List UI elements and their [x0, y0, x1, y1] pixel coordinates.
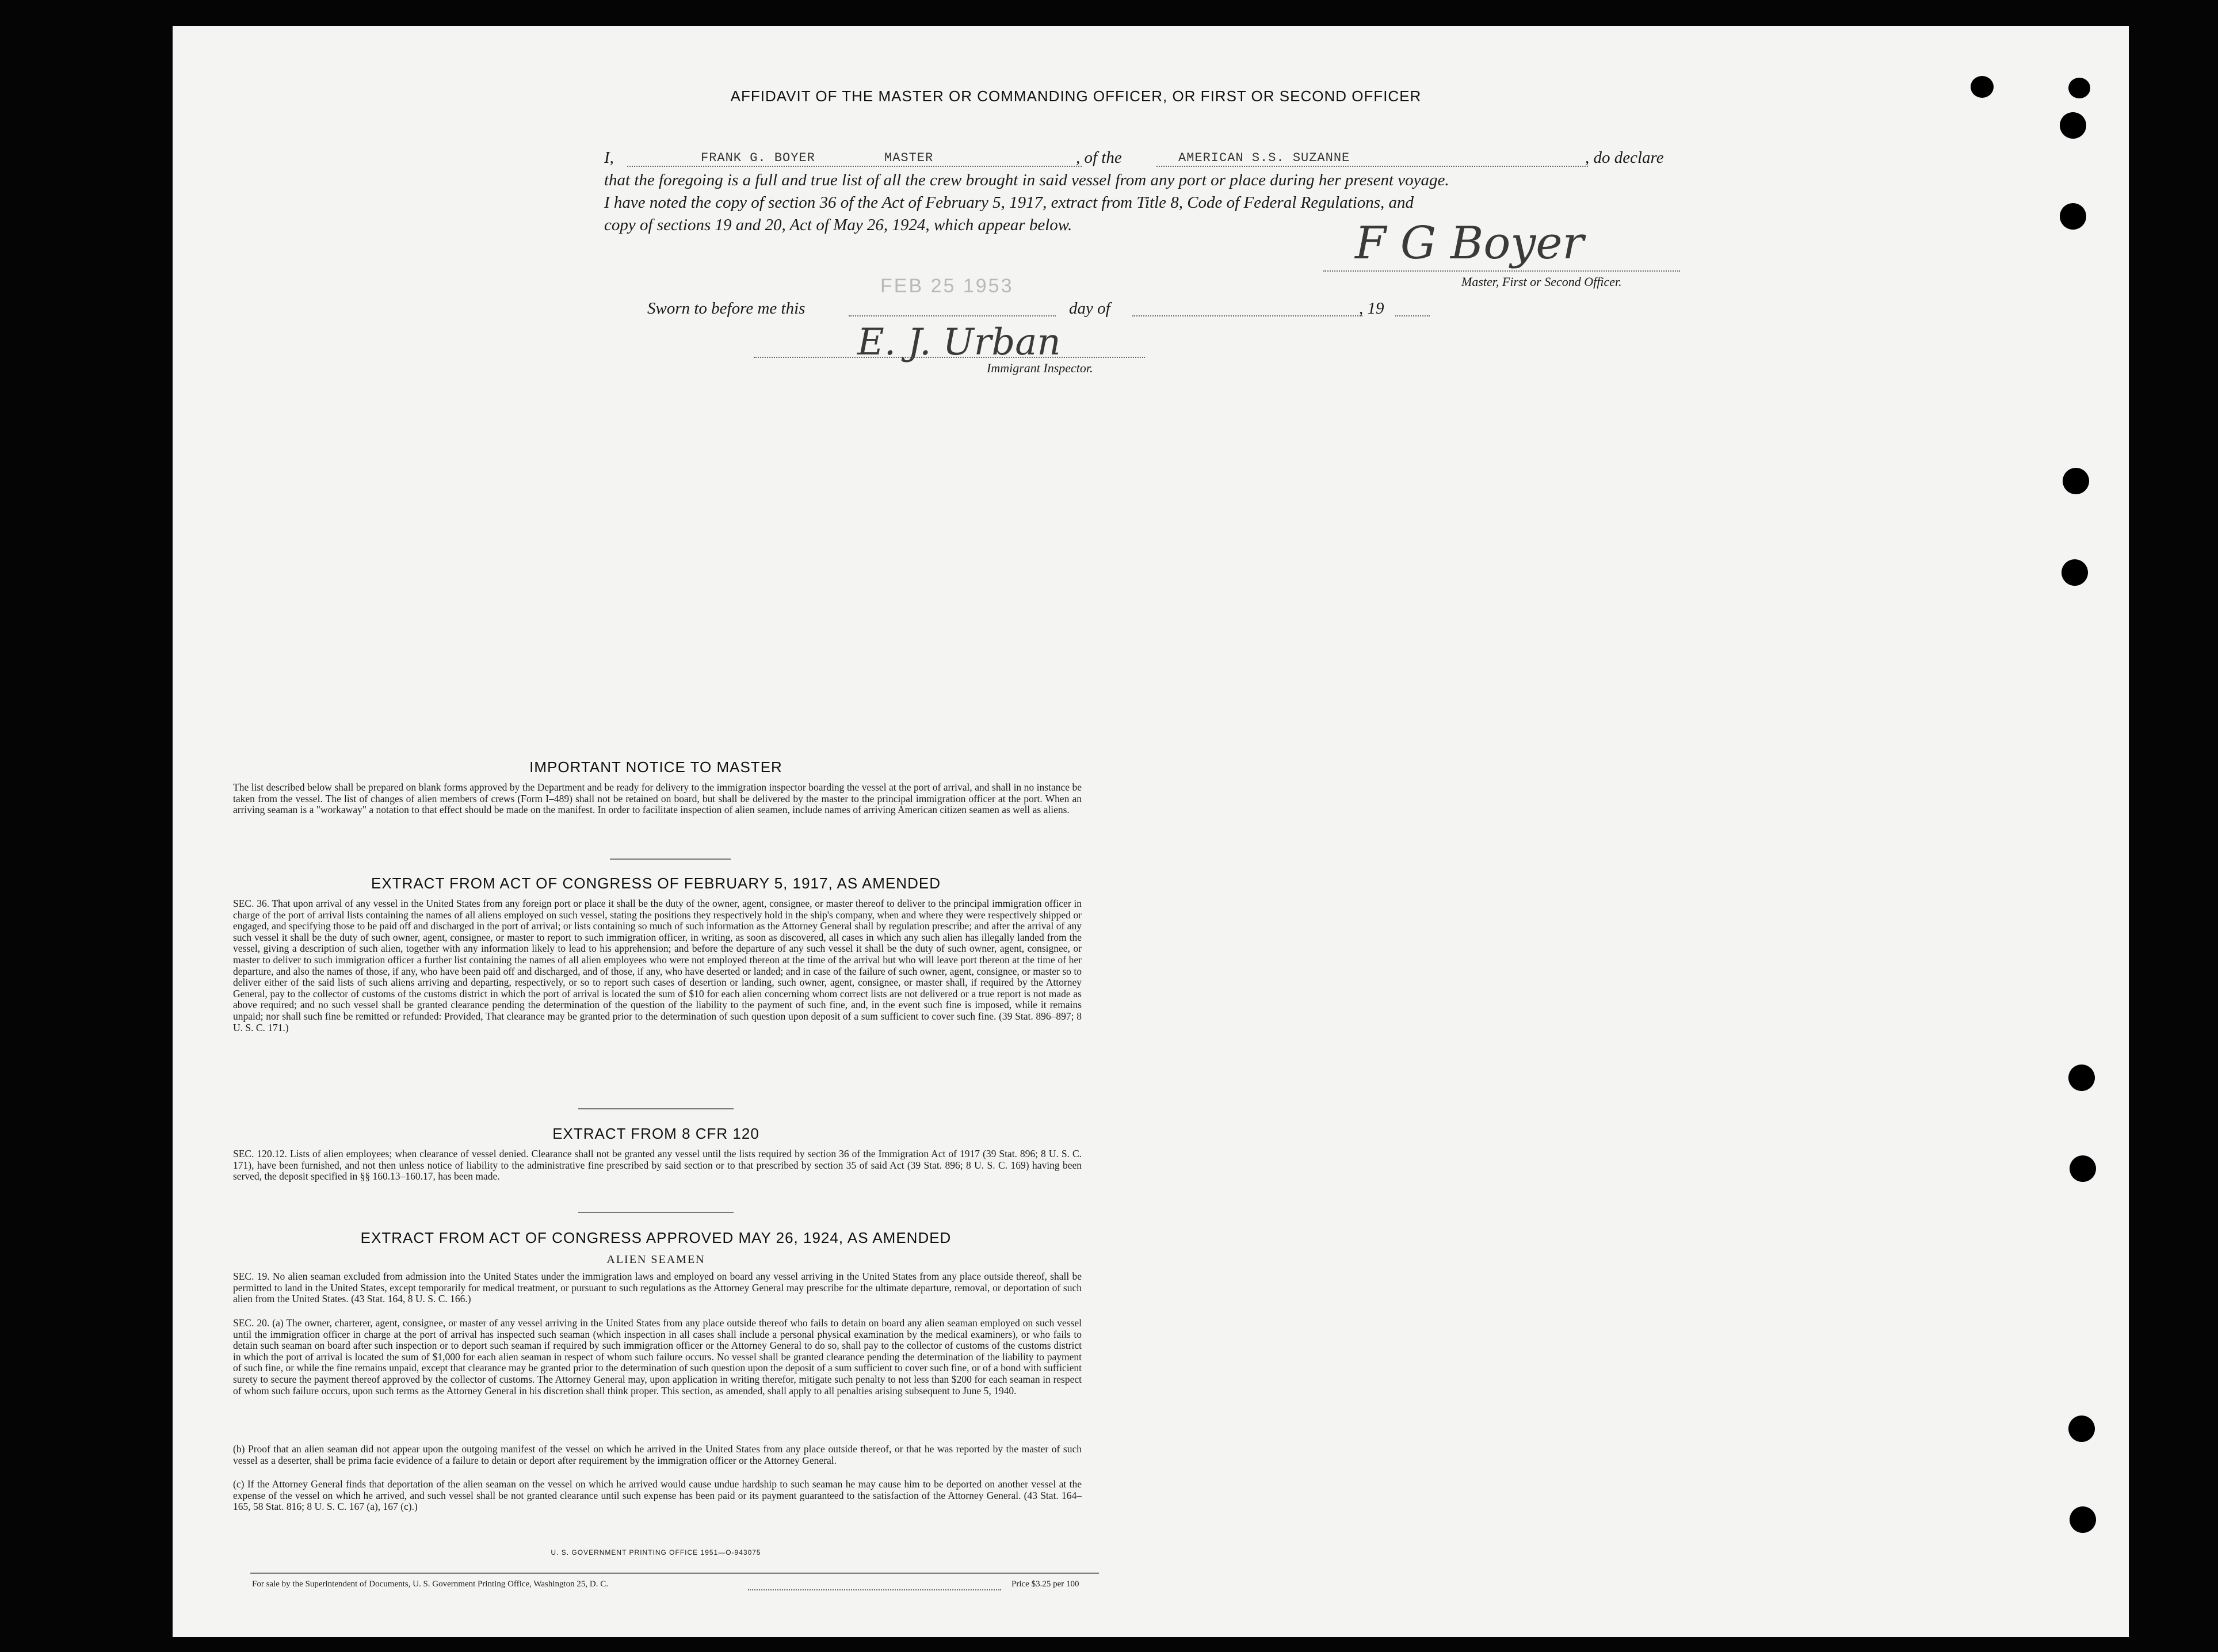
extract-cfr-heading: EXTRACT FROM 8 CFR 120	[552, 1125, 759, 1142]
footer-rule	[250, 1573, 1099, 1574]
master-signature: F G Boyer	[1355, 218, 1584, 269]
signature-line	[1323, 270, 1680, 272]
of-the-label: , of the	[1076, 148, 1122, 167]
date-stamp: FEB 25 1953	[880, 275, 1014, 297]
vessel-name-value: AMERICAN S.S. SUZANNE	[1178, 151, 1350, 165]
master-rank-value: MASTER	[884, 151, 934, 165]
alien-seamen-subheading: ALIEN SEAMEN	[606, 1253, 705, 1266]
price-note: Price $3.25 per 100	[1011, 1579, 1079, 1589]
notice-heading: IMPORTANT NOTICE TO MASTER	[529, 758, 782, 776]
footer-leader	[748, 1589, 1001, 1590]
year-label: , 19	[1359, 299, 1384, 318]
declaration-line: that the foregoing is a full and true list of all the crew brought in said vessel from any port or place during her present voyage.	[604, 171, 1449, 189]
extract-1924-sec20b: (b) Proof that an alien seaman did not appear upon the outgoing manifest of the vessel on which he arrived in the United States from any place outside thereof, or that he was reported by the master of such vessel as a deserter, shall be prima facie evidence of a failure to detain or deport after requirement by the immigration officer or the Attorney General.	[233, 1443, 1082, 1466]
vessel-line	[1156, 166, 1588, 167]
affidavit-title: AFFIDAVIT OF THE MASTER OR COMMANDING OFFICER, OR FIRST OR SECOND OFFICER	[730, 87, 1422, 105]
extract-1924-sec20a: SEC. 20. (a) The owner, charterer, agent, consignee, or master of any vessel arriving in the United States from any place outside thereof who fails to detain on board any alien seaman employed on such vessel until the immigration officer in charge at the port of arrival has inspected such seaman (which inspection in all cases shall include a personal physical examination by the medical examiners), or who fails to detain such seaman on board after such inspection or to deport such seaman if required by such immigration officer or the Attorney General to do so, shall pay to the collector of customs of the customs district in which the port of arrival is located the sum of $1,000 for each alien seaman in respect of whom such failure occurs. No vessel shall be granted clearance pending the determination of the liability to payment of such fine, or while the fine remains unpaid, except that clearance may be granted prior to the determination of such question upon the deposit of a sum sufficient to cover such fine, or of a bond with sufficient surety to secure the payment thereof approved by the collector of customs. The Attorney General may, upon application in writing therefor, mitigate such penalty to not less than $200 for each seaman in respect of whom such failure occurs, upon such terms as the Attorney General in his discretion shall think proper. This section, as amended, shall apply to all penalties arising subsequent to June 5, 1940.	[233, 1317, 1082, 1397]
officer-caption: Master, First or Second Officer.	[1461, 274, 1622, 289]
binder-hole	[2068, 1416, 2095, 1442]
month-line	[1132, 315, 1362, 316]
divider	[578, 1212, 734, 1213]
notice-text: The list described below shall be prepared on blank forms approved by the Department and be ready for delivery to the immigration inspector boarding the vessel at the port of arrival, and shall in no instance be taken from the vessel. The list of changes of alien members of crews (Form I–489) shall not be retained on board, but shall be delivered by the master to the principal immigration officer at the port. When an arriving seaman is a "workaway" a notation to that effect should be made on the manifest. In order to facilitate inspection of alien seamen, include names of arriving American citizen seamen as well as aliens.	[233, 781, 1082, 816]
inspector-line	[754, 357, 1145, 358]
sworn-label: Sworn to before me this	[647, 299, 805, 318]
extract-1924-sec20c: (c) If the Attorney General finds that deportation of the alien seaman on the vessel on which he arrived would cause undue hardship to such seaman he may cause him to be deported on another vessel at the expense of the vessel on which he arrived, and such vessel shall be not granted clearance until such expense has been paid or its payment guaranteed to the satisfaction of the Attorney General. (43 Stat. 164–165, 58 Stat. 816; 8 U. S. C. 167 (a), 167 (c).)	[233, 1478, 1082, 1513]
binder-hole	[1971, 76, 1994, 98]
divider	[578, 1108, 734, 1109]
day-line	[849, 315, 1056, 316]
extract-1917-text: SEC. 36. That upon arrival of any vessel in the United States from any foreign port or place it shall be the duty of the owner, agent, consignee, or master thereof to deliver to the principal immigration officer in charge of the port of arrival lists containing the names of all aliens employed on such vessel, stating the positions they respectively hold in the ship's company, when and where they were respectively shipped or engaged, and specifying those to be paid off and discharged in the port of arrival; or lists containing so much of such information as the Attorney General shall by regulation prescribe; and after the arrival of any such vessel it shall be the duty of such owner, agent, consignee, or master to report to such immigration officer, in writing, as soon as discovered, all cases in which any such alien has illegally landed from the vessel, giving a description of such alien, together with any information likely to lead to his apprehension; and before the departure of any such vessel it shall be the duty of such owner, agent, consignee, or master to deliver to such immigration officer a further list containing the names of all alien employees who were not employed thereon at the time of the arrival but who will leave port thereon at the time of her departure, and also the names of those, if any, who have been paid off and discharged, and of those, if any, who have deserted or landed; and in case of the failure of such owner, agent, consignee, or master so to deliver either of the said lists of such aliens arriving and departing, respectively, or so to report such cases of desertion or landing, such owner, agent, consignee, or master shall, if required by the Attorney General, pay to the collector of customs of the customs district in which the port of arrival is located the sum of $10 for each alien concerning whom correct lists are not delivered or a true report is not made as above required; and no such vessel shall be granted clearance pending the determination of the question of the liability to the payment of such fine, and, in the event such fine is imposed, while it remains unpaid; nor shall such fine be remitted or refunded: Provided, That clearance may be granted prior to the determination of such question upon deposit of a sum sufficient to cover such fine. (39 Stat. 896–897; 8 U. S. C. 171.)	[233, 898, 1082, 1033]
day-of-label: day of	[1069, 299, 1110, 318]
binder-hole	[2060, 112, 2086, 139]
binder-hole	[2068, 1065, 2095, 1091]
for-sale-note: For sale by the Superintendent of Documents, U. S. Government Printing Office, Washington 25, D. C.	[252, 1579, 608, 1589]
binder-hole	[2062, 559, 2088, 586]
extract-1924-sec19: SEC. 19. No alien seaman excluded from admission into the United States under the immigration laws and employed on board any vessel arriving in the United States from any place outside thereof, shall be permitted to land in the United States, except temporarily for medical treatment, or pursuant to such regulations as the Attorney General may prescribe for the ultimate departure, removal, or deportation of such alien from the United States. (43 Stat. 164, 8 U. S. C. 166.)	[233, 1271, 1082, 1305]
inspector-signature: E. J. Urban	[857, 321, 1061, 364]
do-declare-label: , do declare	[1585, 148, 1664, 167]
extract-1917-heading: EXTRACT FROM ACT OF CONGRESS OF FEBRUARY 5, 1917, AS AMENDED	[371, 875, 941, 892]
i-label: I,	[604, 148, 614, 167]
binder-hole	[2070, 1155, 2096, 1182]
name-line	[627, 166, 1082, 167]
binder-hole	[2068, 78, 2090, 98]
binder-hole	[2070, 1506, 2096, 1533]
printing-office-imprint: U. S. GOVERNMENT PRINTING OFFICE 1951—O-943075	[551, 1548, 761, 1556]
binder-hole	[2063, 468, 2089, 494]
divider	[610, 859, 731, 860]
inspector-caption: Immigrant Inspector.	[987, 361, 1093, 375]
declaration-line: copy of sections 19 and 20, Act of May 26, 1924, which appear below.	[604, 216, 1072, 234]
master-name-value: FRANK G. BOYER	[701, 151, 815, 165]
year-line	[1395, 315, 1430, 316]
binder-hole	[2060, 203, 2086, 230]
extract-1924-heading: EXTRACT FROM ACT OF CONGRESS APPROVED MAY 26, 1924, AS AMENDED	[360, 1229, 952, 1246]
extract-cfr-text: SEC. 120.12. Lists of alien employees; when clearance of vessel denied. Clearance shall not be granted any vessel until the lists required by section 36 of the Immigration Act of 1917 (39 Stat. 896; 8 U. S. C. 171), have been furnished, and not then unless notice of liability to the administrative fine prescribed by said section or to that prescribed by section 35 of said Act (39 Stat. 896; 8 U. S. C. 169) having been served, the deposit specified in §§ 160.13–160.17, has been made.	[233, 1148, 1082, 1182]
declaration-line: I have noted the copy of section 36 of the Act of February 5, 1917, extract from Title 8, Code of Federal Regulations, and	[604, 193, 1414, 212]
